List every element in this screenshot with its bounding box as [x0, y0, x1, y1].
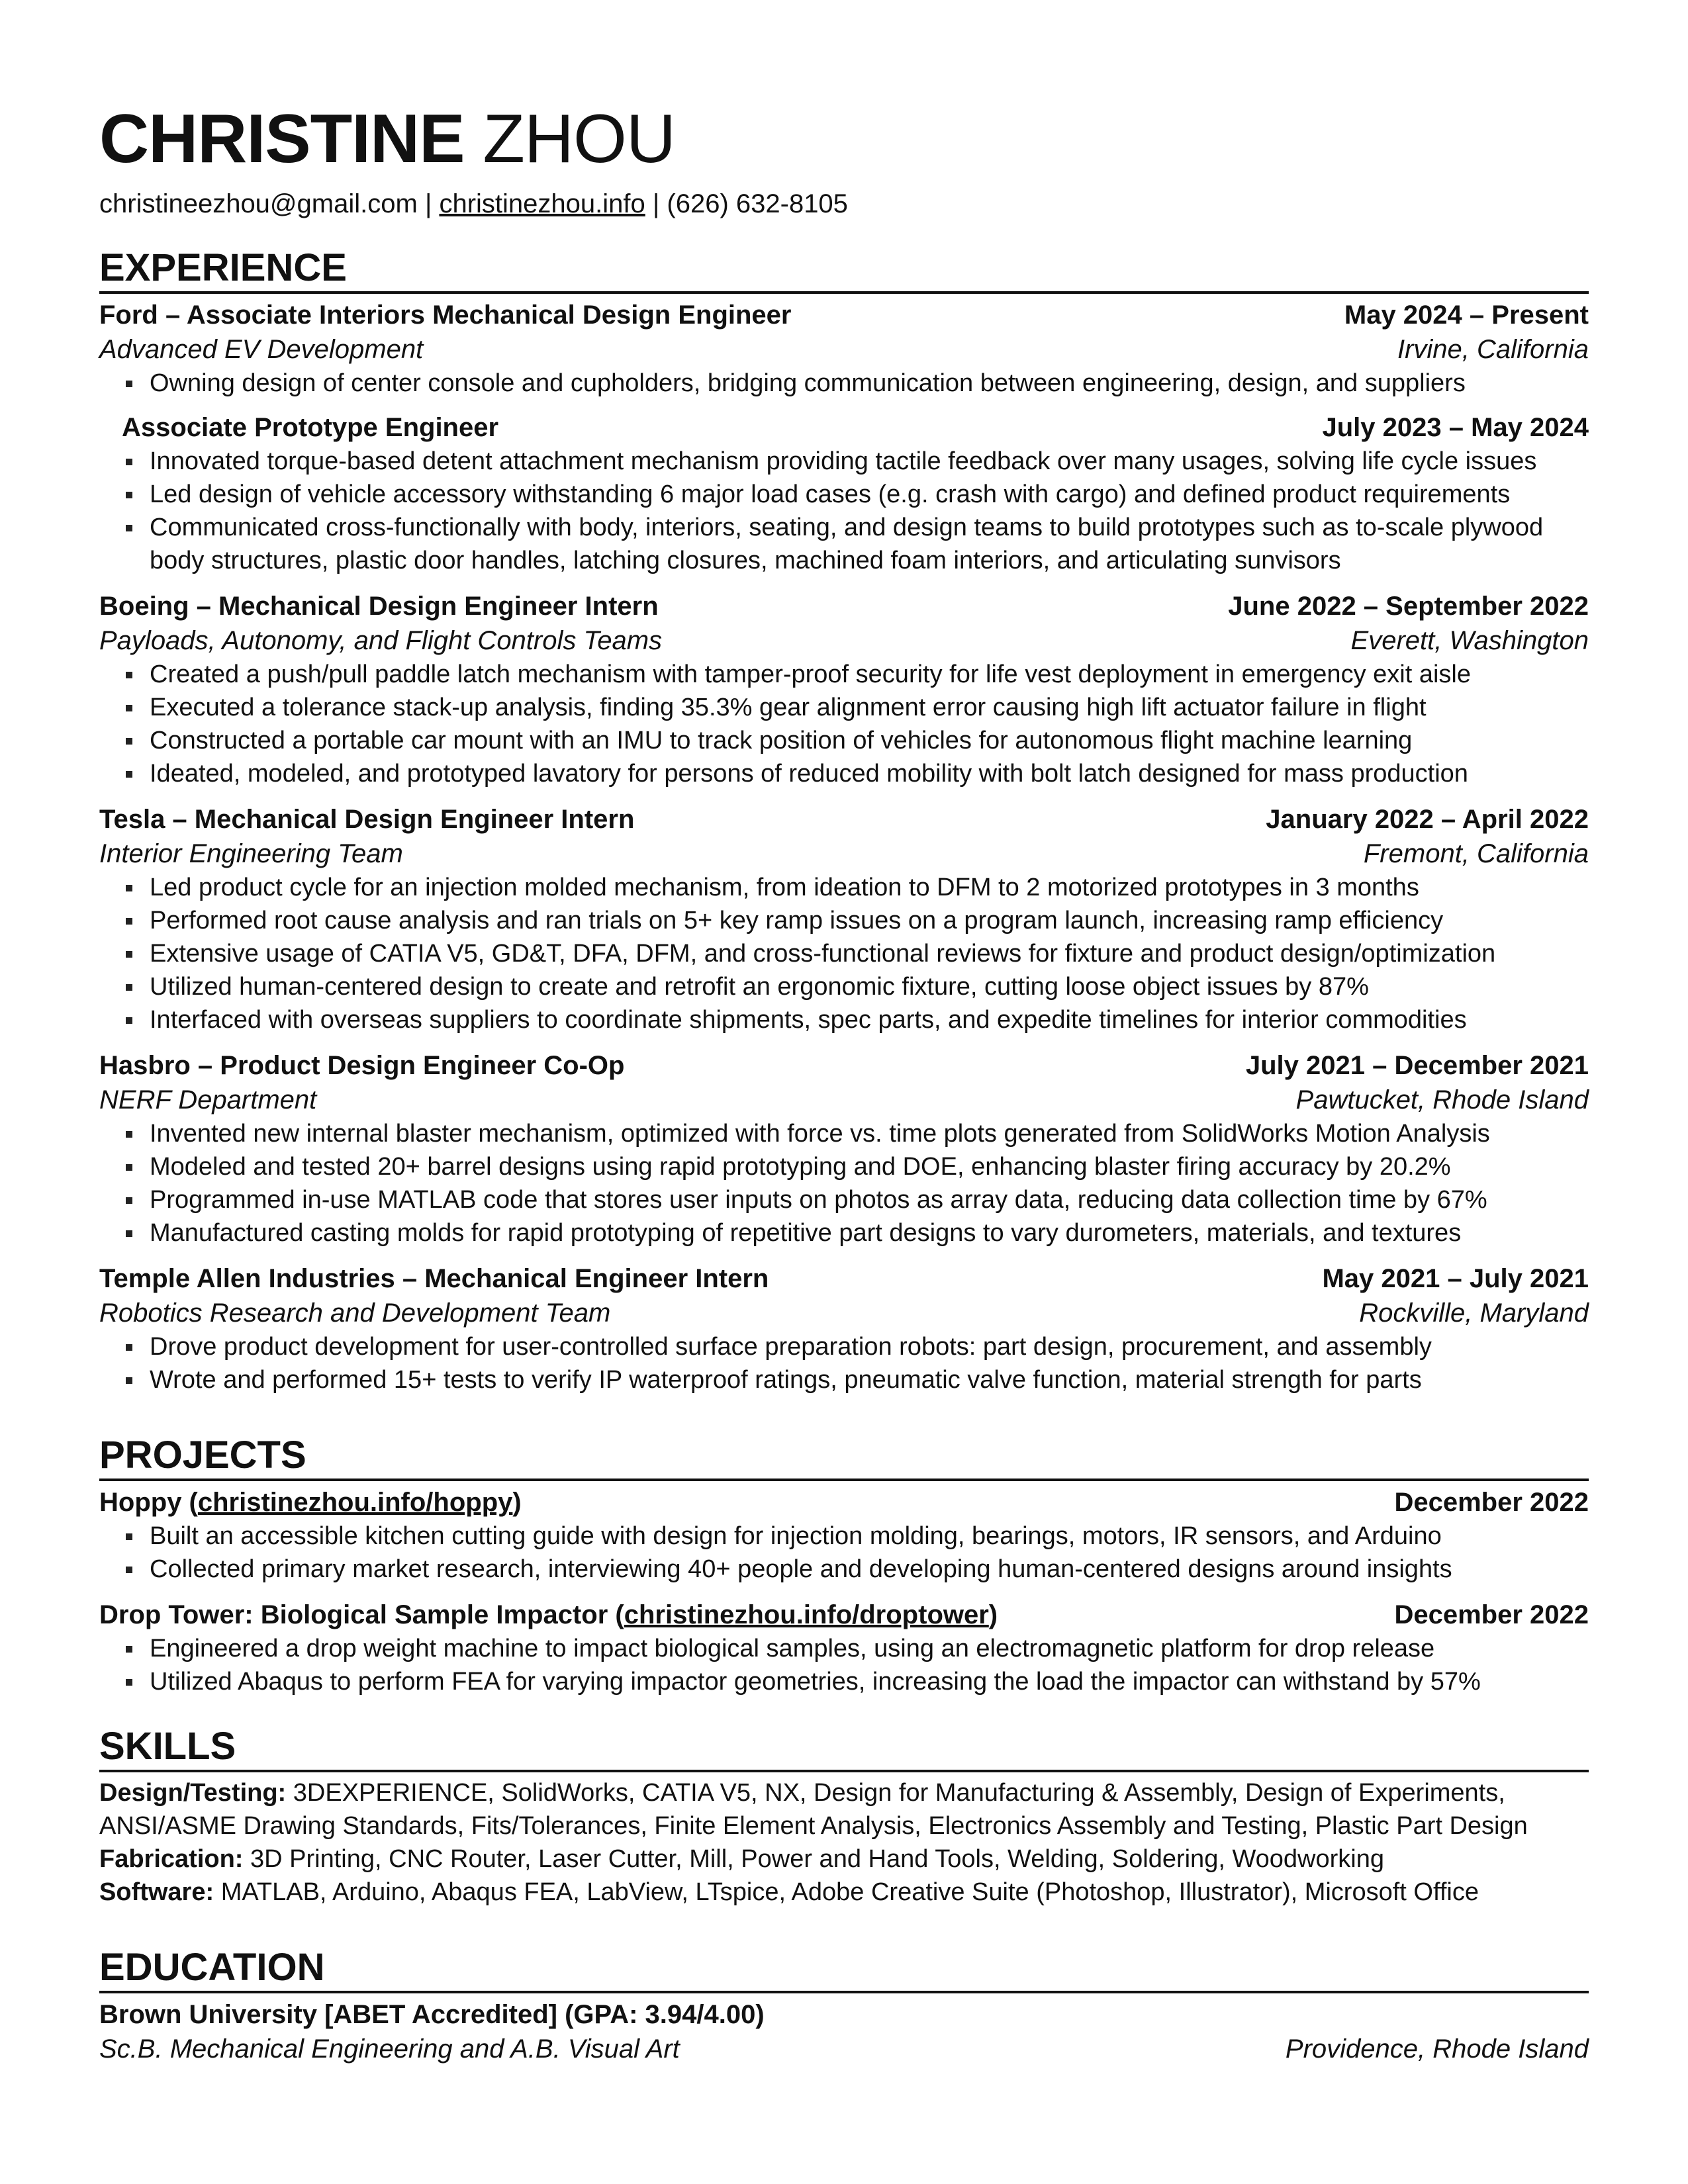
job-bullets: [99, 1117, 1589, 1250]
project-link[interactable]: christinezhou.info/droptower: [624, 1600, 989, 1629]
bullet-item: Interfaced with overseas suppliers to coordinate shipments, spec parts, and expedite timelines for interior commodities: [123, 1003, 1589, 1036]
project-date: December 2022: [1394, 1488, 1589, 1517]
bullet-item: Programmed in-use MATLAB code that stores user inputs on photos as array data, reducing data collection time by 67%: [123, 1183, 1589, 1216]
job-bullets: [99, 367, 1589, 400]
degree-row: [99, 2032, 1589, 2066]
phone-text: (626) 632-8105: [667, 189, 848, 218]
bullet-item: Wrote and performed 15+ tests to verify IP waterproof ratings, pneumatic valve function, material strength for parts: [123, 1363, 1589, 1396]
first-name: CHRISTINE: [99, 101, 465, 177]
education-entry: [99, 1997, 1589, 2066]
job-team-row: [99, 332, 1589, 367]
skills-design-line: [99, 1776, 1589, 1843]
bullet-item: Performed root cause analysis and ran trials on 5+ key ramp issues on a program launch, increasing ramp efficiency: [123, 904, 1589, 937]
job-header-row: [99, 1261, 1589, 1296]
school-location: Providence, Rhode Island: [1285, 2034, 1589, 2064]
section-title: EDUCATION: [99, 1946, 1589, 1993]
bullet-item: Utilized human-centered design to create and retrofit an ergonomic fixture, cutting loose object issues by 87%: [123, 970, 1589, 1003]
job-team: Robotics Research and Development Team: [99, 1298, 611, 1328]
bullet-item: Invented new internal blaster mechanism, optimized with force vs. time plots generated from SolidWorks Motion Analysis: [123, 1117, 1589, 1150]
job-team-row: [99, 1083, 1589, 1117]
bullet-item: Extensive usage of CATIA V5, GD&T, DFA, DFM, and cross-functional reviews for fixture and product design/optimization: [123, 937, 1589, 970]
bullet-item: Utilized Abaqus to perform FEA for varying impactor geometries, increasing the load the impactor can withstand by 57%: [123, 1665, 1589, 1698]
job-team: Payloads, Autonomy, and Flight Controls Teams: [99, 626, 663, 655]
skills-fabrication-line: [99, 1843, 1589, 1876]
school-name: Brown University [ABET Accredited] (GPA: 3.94/4.00): [99, 2000, 765, 2029]
experience-section: [99, 246, 1589, 1396]
job-title: Ford – Associate Interiors Mechanical Design Engineer: [99, 300, 792, 330]
contact-separator: |: [424, 189, 432, 218]
job-title: Boeing – Mechanical Design Engineer Intern: [99, 592, 659, 621]
project-date: December 2022: [1394, 1600, 1589, 1629]
job-entry: [99, 298, 1589, 577]
skill-value: 3D Printing, CNC Router, Laser Cutter, Mill, Power and Hand Tools, Welding, Soldering, Woodworking: [250, 1845, 1384, 1873]
project-name: Drop Tower: Biological Sample Impactor (: [99, 1600, 624, 1629]
job-bullets: [99, 445, 1589, 577]
job-location: Rockville, Maryland: [1359, 1298, 1589, 1328]
contact-separator: |: [652, 189, 660, 218]
skills-section: [99, 1725, 1589, 1909]
project-entry: [99, 1485, 1589, 1586]
bullet-item: Drove product development for user-controlled surface preparation robots: part design, procurement, and assembly: [123, 1330, 1589, 1363]
bullet-item: Built an accessible kitchen cutting guide with design for injection molding, bearings, motors, IR sensors, and Arduino: [123, 1520, 1589, 1553]
skill-value: MATLAB, Arduino, Abaqus FEA, LabView, LTspice, Adobe Creative Suite (Photoshop, Illustrator), Microsoft Office: [220, 1878, 1479, 1906]
website-link[interactable]: christinezhou.info: [439, 189, 645, 218]
project-link[interactable]: christinezhou.info/hoppy: [197, 1488, 513, 1517]
sub-role-row: [99, 410, 1589, 445]
bullet-item: Led product cycle for an injection molded mechanism, from ideation to DFM to 2 motorized prototypes in 3 months: [123, 871, 1589, 904]
bullet-item: Communicated cross-functionally with body, interiors, seating, and design teams to build prototypes such as to-scale plywood body structures, plastic door handles, latching closures, machined foam interiors, and articulating sunvisors: [123, 511, 1589, 577]
skill-label: Software:: [99, 1878, 214, 1906]
section-title: EXPERIENCE: [99, 246, 1589, 294]
job-bullets: [99, 1330, 1589, 1396]
sub-role-title: Associate Prototype Engineer: [122, 413, 499, 442]
job-header-row: [99, 802, 1589, 837]
skills-software-line: [99, 1876, 1589, 1909]
bullet-item: Created a push/pull paddle latch mechanism with tamper-proof security for life vest deployment in emergency exit aisle: [123, 658, 1589, 691]
job-bullets: [99, 871, 1589, 1036]
job-dates: June 2022 – September 2022: [1228, 592, 1589, 621]
project-name-end: ): [512, 1488, 522, 1517]
job-title: Temple Allen Industries – Mechanical Engineer Intern: [99, 1264, 769, 1293]
project-header-row: [99, 1485, 1589, 1520]
job-entry: [99, 1048, 1589, 1250]
job-header-row: [99, 589, 1589, 623]
last-name: ZHOU: [483, 101, 676, 177]
bullet-item: Executed a tolerance stack-up analysis, finding 35.3% gear alignment error causing high lift actuator failure in flight: [123, 691, 1589, 724]
candidate-name: [99, 99, 1589, 177]
project-header-row: [99, 1598, 1589, 1632]
bullet-item: Innovated torque-based detent attachment mechanism providing tactile feedback over many usages, solving life cycle issues: [123, 445, 1589, 478]
job-entry: [99, 802, 1589, 1036]
bullet-item: Owning design of center console and cupholders, bridging communication between engineering, design, and suppliers: [123, 367, 1589, 400]
job-title: Tesla – Mechanical Design Engineer Intern: [99, 805, 635, 834]
bullet-item: Engineered a drop weight machine to impact biological samples, using an electromagnetic platform for drop release: [123, 1632, 1589, 1665]
section-title: PROJECTS: [99, 1433, 1589, 1481]
project-bullets: [99, 1520, 1589, 1586]
job-dates: May 2021 – July 2021: [1322, 1264, 1589, 1293]
project-name: Hoppy (: [99, 1488, 198, 1517]
job-location: Fremont, California: [1363, 839, 1589, 868]
job-team-row: [99, 623, 1589, 658]
job-title: Hasbro – Product Design Engineer Co-Op: [99, 1051, 625, 1080]
bullet-item: Ideated, modeled, and prototyped lavatory for persons of reduced mobility with bolt latch designed for mass production: [123, 757, 1589, 790]
job-header-row: [99, 298, 1589, 332]
project-entry: [99, 1598, 1589, 1698]
skill-label: Design/Testing:: [99, 1779, 287, 1807]
job-team-row: [99, 837, 1589, 871]
job-team: Advanced EV Development: [99, 335, 424, 364]
education-section: [99, 1946, 1589, 2066]
bullet-item: Manufactured casting molds for rapid prototyping of repetitive part designs to vary durometers, materials, and textures: [123, 1216, 1589, 1250]
project-bullets: [99, 1632, 1589, 1698]
school-row: [99, 1997, 1589, 2032]
job-entry: [99, 589, 1589, 790]
job-location: Everett, Washington: [1350, 626, 1589, 655]
bullet-item: Collected primary market research, interviewing 40+ people and developing human-centered designs around insights: [123, 1553, 1589, 1586]
sub-role-dates: July 2023 – May 2024: [1322, 413, 1589, 442]
project-title: [99, 1485, 522, 1520]
project-title: [99, 1598, 998, 1632]
contact-line: [99, 188, 1589, 220]
projects-section: [99, 1433, 1589, 1698]
job-bullets: [99, 658, 1589, 790]
job-location: Pawtucket, Rhode Island: [1295, 1085, 1589, 1115]
skill-label: Fabrication:: [99, 1845, 244, 1873]
job-team: Interior Engineering Team: [99, 839, 403, 868]
section-title: SKILLS: [99, 1725, 1589, 1772]
job-team-row: [99, 1296, 1589, 1330]
resume-page: [99, 99, 1589, 2066]
project-name-end: ): [988, 1600, 998, 1629]
job-header-row: [99, 1048, 1589, 1083]
job-dates: July 2021 – December 2021: [1245, 1051, 1589, 1080]
job-dates: May 2024 – Present: [1344, 300, 1589, 330]
skill-value: 3DEXPERIENCE, SolidWorks, CATIA V5, NX, Design for Manufacturing & Assembly, Design of Experiments, ANSI/ASME Drawing Standards, Fits/Tolerances, Finite Element Analysis, Electronics Assembly and Testing, Plastic Part Design: [99, 1779, 1528, 1840]
job-team: NERF Department: [99, 1085, 317, 1115]
job-entry: [99, 1261, 1589, 1396]
job-location: Irvine, California: [1397, 335, 1589, 364]
email-text: christineezhou@gmail.com: [99, 189, 418, 218]
bullet-item: Constructed a portable car mount with an IMU to track position of vehicles for autonomous flight machine learning: [123, 724, 1589, 757]
degree-text: Sc.B. Mechanical Engineering and A.B. Visual Art: [99, 2034, 680, 2064]
bullet-item: Modeled and tested 20+ barrel designs using rapid prototyping and DOE, enhancing blaster firing accuracy by 20.2%: [123, 1150, 1589, 1183]
job-dates: January 2022 – April 2022: [1266, 805, 1589, 834]
bullet-item: Led design of vehicle accessory withstanding 6 major load cases (e.g. crash with cargo) and defined product requirements: [123, 478, 1589, 511]
